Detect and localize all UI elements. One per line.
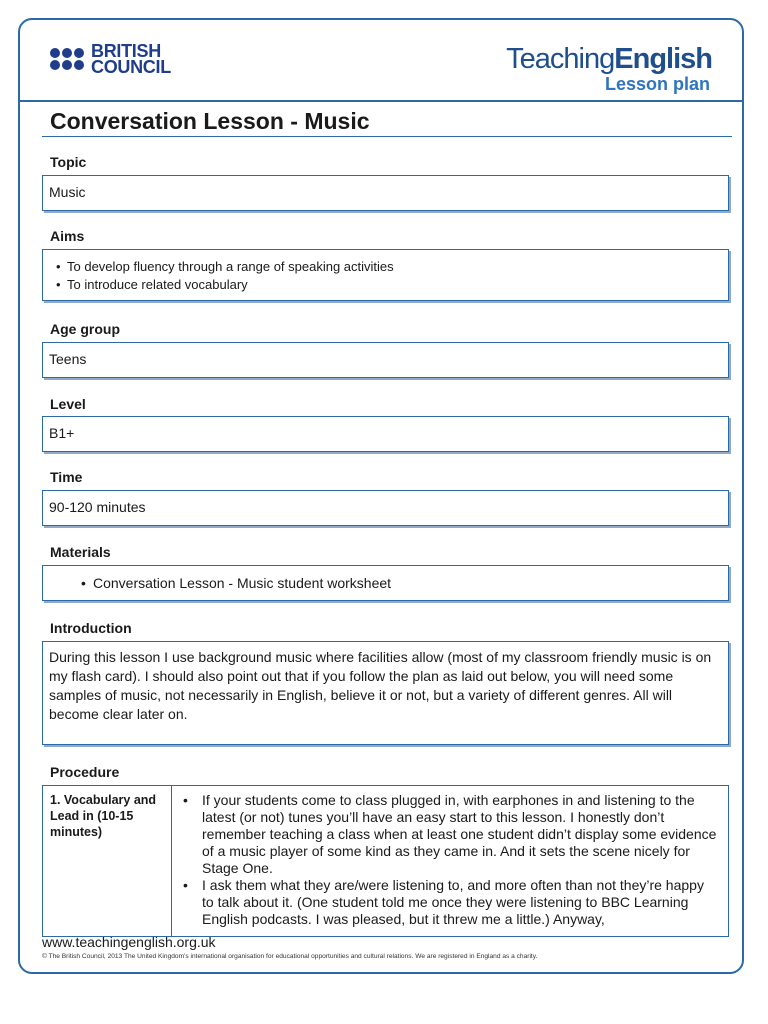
age-group-field: [42, 342, 729, 378]
aims-field: [42, 249, 729, 301]
page-title: Conversation Lesson - Music: [50, 108, 370, 134]
age-group-label: Age group: [50, 321, 120, 337]
level-label: Level: [50, 396, 86, 412]
procedure-steps: [172, 786, 728, 936]
introduction-label: Introduction: [50, 620, 132, 636]
teaching-english-logo: [506, 44, 712, 94]
topic-field: [42, 175, 729, 211]
introduction-field: [42, 641, 729, 745]
brand-title: TeachingEnglish: [506, 43, 712, 75]
aims-label: Aims: [50, 228, 85, 244]
brand-subtitle: Lesson plan: [604, 74, 710, 94]
footer-url-link[interactable]: www.teachingenglish.org.uk: [42, 934, 216, 950]
list-item: • If your students come to class plugged in, with earphones in and listening to the latest (or not) tunes you’ll have an easy start to this lesson. I honestly don’t remember teaching a class when at least one student didn’t display some evidence of a music player of some kind as they came in. And it sets the scene nicely for Stage One.: [178, 792, 718, 877]
level-field: [42, 416, 729, 452]
header-divider: [20, 100, 742, 102]
time-field: [42, 490, 729, 526]
title-divider: [42, 136, 732, 137]
procedure-table: [42, 785, 729, 937]
topic-value: Music: [49, 184, 86, 200]
procedure-stage: 1. Vocabulary and Lead in (10-15 minutes): [43, 786, 172, 936]
footer-copyright: © The British Council, 2013 The United Kingdom’s international organisation for educational opportunities and cultural relations. We are registered in England as a charity.: [42, 953, 538, 960]
time-value: 90-120 minutes: [49, 499, 146, 515]
topic-label: Topic: [50, 154, 87, 170]
procedure-label: Procedure: [50, 764, 120, 780]
logo-dots-icon: [50, 48, 84, 70]
materials-label: Materials: [50, 544, 111, 560]
british-council-logo: [50, 43, 171, 75]
introduction-text: During this lesson I use background music where facilities allow (most of my classroom friendly music is on my flash card). I should also point out that if you follow the plan as laid out below, you will need some samples of music, not necessarily in English, believe it or not, but a variety of different genres. All will become clear later on.: [49, 649, 712, 722]
list-item: • I ask them what they are/were listening to, and more often than not they’re happy to talk about it. (One student told me once they were listening to BBC Learning English podcasts. I was pleased, but it threw me a little.) Anyway,: [178, 877, 718, 928]
logo-wordmark: BRITISH COUNCIL: [91, 41, 171, 77]
level-value: B1+: [49, 425, 75, 441]
age-group-value: Teens: [49, 351, 87, 367]
materials-field: [42, 565, 729, 601]
list-item: • To introduce related vocabulary: [49, 276, 722, 294]
list-item: • Conversation Lesson - Music student worksheet: [49, 574, 722, 592]
materials-list: [49, 574, 722, 592]
time-label: Time: [50, 469, 83, 485]
list-item: • To develop fluency through a range of speaking activities: [49, 258, 722, 276]
aims-list: [49, 258, 722, 294]
